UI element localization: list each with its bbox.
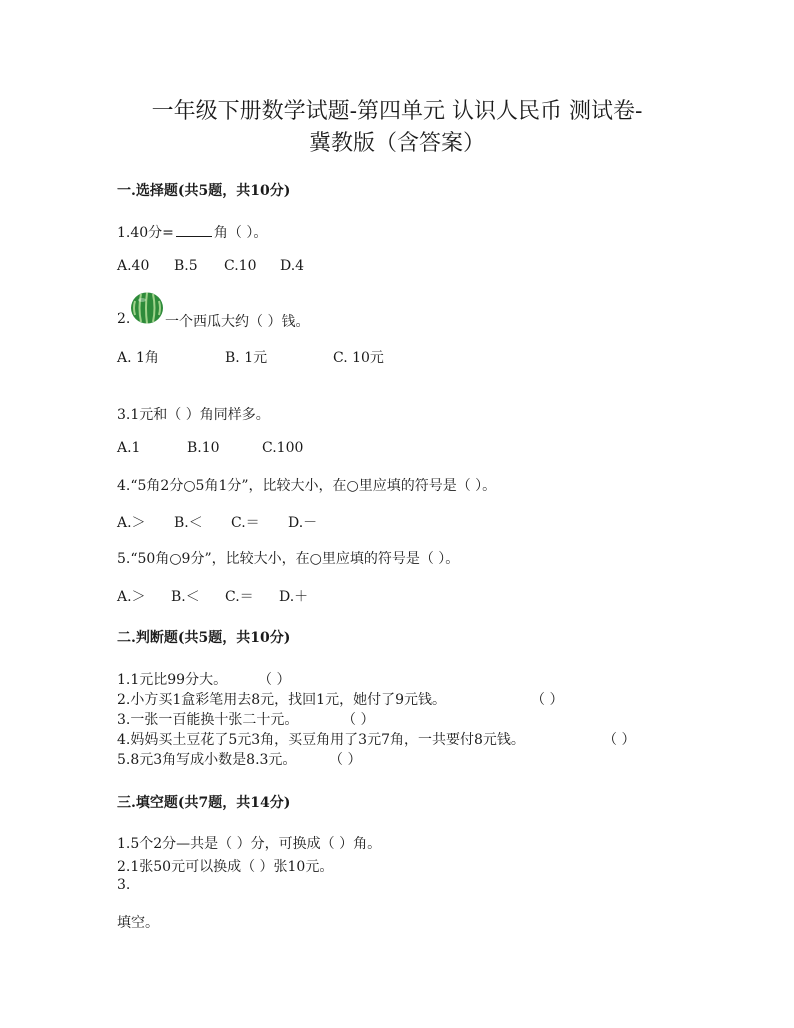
judge-item-4: 4.妈妈买土豆花了5元3角，买豆角用了3元7角，一共要付8元钱。 xyxy=(117,732,525,748)
choice-options-1 xyxy=(117,258,304,274)
choice-question-5: 5.“50角○9分”，比较大小，在○里应填的符号是（ ）。 xyxy=(117,551,460,567)
fill-question-2: 2.1张50元可以换成（ ）张10元。 xyxy=(117,859,334,875)
option-c: C.＝ xyxy=(225,589,254,605)
judge-item-1: 1.1元比99分大。 xyxy=(117,672,228,688)
option-a: A.＞ xyxy=(117,515,146,531)
option-c: C.10 xyxy=(224,258,257,274)
option-d: D.＋ xyxy=(279,589,309,605)
option-a: A.1 xyxy=(117,440,141,456)
option-b: B.5 xyxy=(174,258,198,274)
q1-prefix: 1.40分= xyxy=(117,225,174,241)
watermelon-image xyxy=(130,291,164,325)
judge-paren-2: （ ） xyxy=(531,692,564,708)
judge-item-2: 2.小方买1盒彩笔用去8元，找回1元，她付了9元钱。 xyxy=(117,692,446,708)
option-b: B.10 xyxy=(187,440,220,456)
judge-item-3: 3.一张一百能换十张二十元。 xyxy=(117,712,299,728)
section-choice-heading: 一.选择题(共5题，共10分) xyxy=(117,183,291,199)
answer-blank xyxy=(176,222,212,237)
judge-paren-4: （ ） xyxy=(603,732,636,748)
choice-options-5 xyxy=(117,586,308,606)
option-d: D.－ xyxy=(288,515,318,531)
choice-options-4 xyxy=(117,512,317,532)
judge-paren-1: （ ） xyxy=(258,672,291,688)
choice-question-3: 3.1元和（ ）角同样多。 xyxy=(117,407,270,423)
section-fill-heading: 三.填空题(共7题，共14分) xyxy=(117,795,291,811)
option-a: A.＞ xyxy=(117,589,146,605)
option-c: C.100 xyxy=(262,440,304,456)
choice-question-2: 一个西瓜大约（ ）钱。 xyxy=(165,314,310,330)
option-b: B.＜ xyxy=(174,515,203,531)
choice-question-1 xyxy=(117,222,267,242)
section-judge-heading: 二.判断题(共5题，共10分) xyxy=(117,630,291,646)
fill-question-3-text: 填空。 xyxy=(117,915,159,931)
choice-options-3 xyxy=(117,440,303,456)
option-b: B. 1元 xyxy=(225,350,268,366)
q2-prefix: 2. xyxy=(117,311,131,327)
fill-question-1: 1.5个2分—共是（ ）分，可换成（ ）角。 xyxy=(117,836,382,852)
choice-question-4: 4.“5角2分○5角1分”，比较大小，在○里应填的符号是（ ）。 xyxy=(117,478,497,494)
doc-title-line1: 一年级下册数学试题-第四单元 认识人民币 测试卷- xyxy=(151,99,643,124)
option-c: C.＝ xyxy=(231,515,260,531)
fill-question-3: 3. xyxy=(117,877,131,893)
option-d: D.4 xyxy=(280,258,305,274)
option-b: B.＜ xyxy=(171,589,200,605)
doc-title-line2: 冀教版（含答案） xyxy=(308,131,485,156)
judge-paren-5: （ ） xyxy=(329,752,362,768)
choice-options-2 xyxy=(117,347,384,367)
judge-item-5: 5.8元3角写成小数是8.3元。 xyxy=(117,752,297,768)
q1-suffix: 角（ ）。 xyxy=(213,225,268,241)
option-a: A.40 xyxy=(117,258,150,274)
judge-paren-3: （ ） xyxy=(342,712,375,728)
option-c: C. 10元 xyxy=(333,350,384,366)
option-a: A. 1角 xyxy=(117,350,159,366)
